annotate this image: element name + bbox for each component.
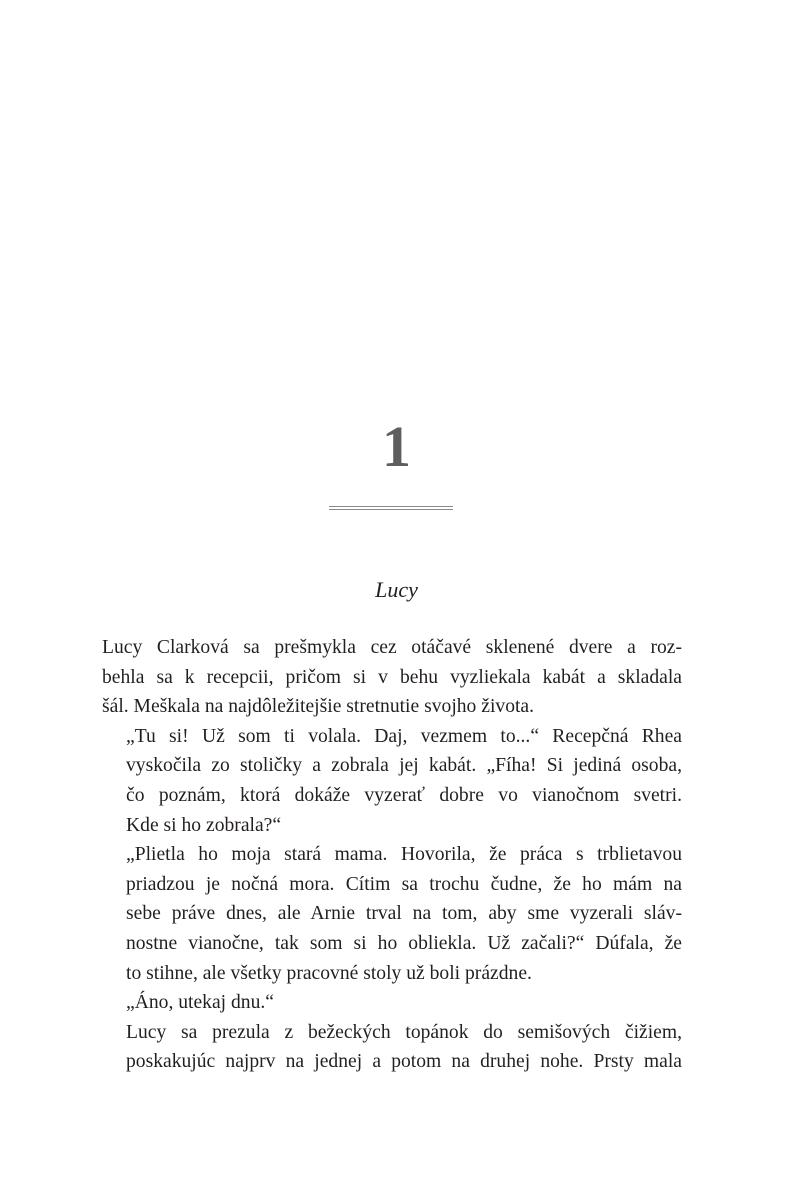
- text-line: to stihne, ale všetky pracovné stoly už boli prázdne.: [126, 962, 532, 984]
- text-line: „Áno, utekaj dnu.“: [126, 992, 274, 1014]
- text-line: šál. Meškala na najdôležitejšie stretnutie svojho života.: [102, 696, 535, 718]
- text-line: Lucy Clarková sa prešmykla cez otáčavé sklenené dvere a roz-: [102, 637, 682, 658]
- text-line: sebe práve dnes, ale Arnie trval na tom, aby sme vyzerali sláv-: [126, 903, 682, 925]
- text-line: čo poznám, ktorá dokáže vyzerať dobre vo vianočnom svetri.: [126, 784, 682, 806]
- body-text: [102, 633, 682, 1077]
- text-line: poskakujúc najprv na jednej a potom na druhej nohe. Prsty mala: [126, 1051, 682, 1073]
- text-line: behla sa k recepcii, pričom si v behu vyzliekala kabát a skladala: [102, 666, 682, 688]
- paragraph: [102, 1018, 682, 1077]
- text-line: priadzou je nočná mora. Cítim sa trochu čudne, že ho mám na: [126, 873, 682, 895]
- text-line: Lucy sa prezula z bežeckých topánok do semišových čižiem,: [126, 1021, 682, 1043]
- text-line: „Tu si! Už som ti volala. Daj, vezmem to...“ Recepčná Rhea: [126, 725, 682, 747]
- chapter-number: 1: [382, 414, 411, 479]
- paragraph: [102, 840, 682, 988]
- chapter-title: Lucy: [375, 577, 418, 602]
- paragraph: [102, 633, 682, 722]
- text-line: vyskočila zo stoličky a zobrala jej kabát. „Fíha! Si jediná osoba,: [126, 755, 682, 777]
- chapter-divider: [329, 506, 453, 510]
- text-line: Kde si ho zobrala?“: [126, 814, 282, 836]
- text-line: „Plietla ho moja stará mama. Hovorila, že práca s trblietavou: [126, 844, 682, 866]
- paragraph: [102, 722, 682, 840]
- paragraph: [102, 988, 682, 1018]
- text-line: nostne vianočne, tak som si ho obliekla. Už začali?“ Dúfala, že: [126, 932, 682, 954]
